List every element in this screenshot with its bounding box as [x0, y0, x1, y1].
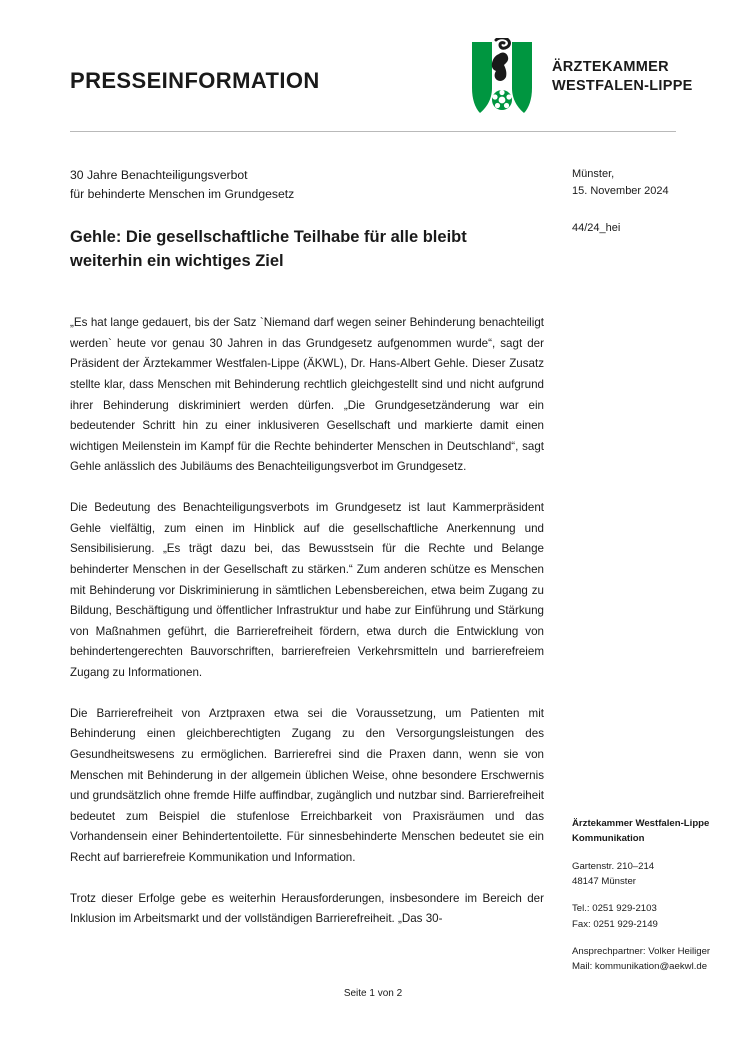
contact-block: [572, 816, 742, 987]
logo-wordmark-line1: ÄRZTEKAMMER: [552, 59, 669, 75]
document-meta: [572, 166, 732, 237]
page-number: Seite 1 von 2: [343, 988, 403, 999]
contact-phone-block: [572, 901, 742, 932]
meta-place: Münster,: [572, 168, 615, 180]
page-footer: [0, 988, 746, 999]
meta-date: 15. November 2024: [572, 185, 669, 198]
body-paragraph: Die Barrierefreiheit von Arztpraxen etwa sei die Voraussetzung, um Patienten mit Behinderung einen gleichberechtigten Zugang zu den Versorgungsleistungen des Gesundheitswesens zu ermöglichen. Barrierefrei sind die Praxen dann, wenn sie von Menschen mit Behinderung in der allgemein üblichen Weise, ohne besondere Erschwernis und grundsätzlich ohne fremde Hilfe auffindbar, zugänglich und nutzbar sind. Barrierefreiheit bedeutet zum Beispiel die stufenlose Erreichbarkeit von Praxisräumen und das Vorhandensein einer Behindertentoilette. Für sinnesbehinderte Menschen bedeutet sie ein Recht auf barrierefreie Kommunikation und Information.: [70, 706, 544, 864]
aekwl-snake-staff-crest-logo-icon: [466, 38, 538, 124]
subject-line-2: für behinderte Menschen im Grundgesetz: [70, 186, 295, 201]
logo-wordmark: [552, 58, 693, 96]
body-paragraph: „Es hat lange gedauert, bis der Satz `Niemand darf wegen seiner Behinderung benachteiligt werden` heute vor genau 30 Jahren in das Grundgesetz aufgenommen wurde“, sagt der Präsident der Ärztekammer Westfalen-Lippe (ÄKWL), Dr. Hans-Albert Gehle. Dieser Zusatz stellte klar, dass Menschen mit Behinderung rechtlich gleichgestellt sind und nicht aufgrund ihrer Behinderung diskriminiert werden dürfen. „Die Grundgesetzänderung war ein bedeutender Schritt hin zu einer inklusiveren Gesellschaft und markierte damit einen wichtigen Meilenstein im Kampf für die Rechte behinderter Menschen in Deutschland“, sagt Gehle anlässlich des Jubiläums des Benachteiligungsverbot im Grundgesetz.: [70, 316, 544, 474]
contact-organization-line2: Kommunikation: [572, 833, 645, 845]
contact-organization: [572, 816, 742, 847]
subject-block: [70, 166, 490, 204]
contact-organization-line1: Ärztekammer Westfalen-Lippe: [572, 818, 710, 829]
contact-address: [572, 859, 742, 890]
contact-person: Ansprechpartner: Volker Heiliger: [572, 946, 711, 958]
subject-line-1: 30 Jahre Benachteiligungsverbot: [70, 168, 248, 182]
contact-mail: Mail: kommunikation@aekwl.de: [572, 961, 708, 973]
contact-fax: Fax: 0251 929-2149: [572, 918, 658, 930]
logo-wordmark-line2: WESTFALEN-LIPPE: [552, 77, 693, 94]
meta-reference: 44/24_hei: [572, 222, 621, 235]
article-headline: Gehle: Die gesellschaftliche Teilhabe für alle bleibt weiterhin ein wichtiges Ziel: [70, 228, 467, 270]
body-paragraph: Trotz dieser Erfolge gebe es weiterhin Herausforderungen, insbesondere im Bereich der Inklusion im Arbeitsmarkt und der vollständigen Barrierefreiheit. „Das 30-: [70, 891, 544, 926]
contact-person-block: [572, 944, 742, 975]
article-body: [70, 313, 544, 950]
body-paragraph: Die Bedeutung des Benachteiligungsverbots im Grundgesetz ist laut Kammerpräsident Gehle vielfältig, zum einen im Hinblick auf die gesellschaftliche Anerkennung und Sensibilisierung. „Es trägt dazu bei, das Bewusstsein für die Rechte und Belange behinderter Menschen in der Gesellschaft zu stärken.“ Zum anderen schütze es Menschen mit Behinderung vor Diskriminierung in sämtlichen Lebensbereichen, etwa beim Zugang zu Bildung, Beschäftigung und öffentlicher Infrastruktur und habe zur Einführung und Stärkung von Maßnahmen geführt, die Barrierefreiheit fördern, etwa durch die Entwicklung von behindertengerechten Bauvorschriften, barrierefreien Verkehrsmitteln und barrierefreiem Zugang zu Informationen.: [70, 501, 544, 679]
contact-street: Gartenstr. 210–214: [572, 860, 655, 872]
header-divider: [70, 131, 676, 132]
contact-city: 48147 Münster: [572, 876, 636, 888]
organization-logo: [466, 38, 693, 128]
page-title: PRESSEINFORMATION: [70, 68, 320, 93]
contact-phone: Tel.: 0251 929-2103: [572, 903, 657, 915]
